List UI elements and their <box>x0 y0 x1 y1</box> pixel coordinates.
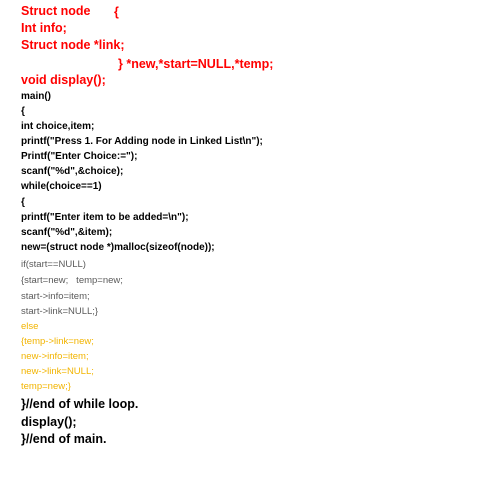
code-line-start-link: start->link=NULL;} <box>21 306 99 317</box>
code-line-temp-link: {temp->link=new; <box>21 336 94 347</box>
code-line-new-info: new->info=item; <box>21 351 89 362</box>
code-line-end-while: }//end of while loop. <box>21 397 139 411</box>
code-line-struct-link: Struct node *link; <box>21 38 125 52</box>
code-line-printf-item: printf("Enter item to be added=\n"); <box>21 212 189 223</box>
code-line-end-main: }//end of main. <box>21 432 107 446</box>
code-line-new-link: new->link=NULL; <box>21 366 94 377</box>
code-line-main-open: { <box>21 106 25 117</box>
code-line-display-call: display(); <box>21 415 77 429</box>
code-line-printf-choice: Printf("Enter Choice:="); <box>21 151 138 162</box>
code-line-malloc: new=(struct node *)malloc(sizeof(node)); <box>21 242 215 253</box>
code-line-struct-decl: Struct node <box>21 4 91 18</box>
code-line-int-choice: int choice,item; <box>21 121 95 132</box>
code-line-while: while(choice==1) <box>21 181 102 192</box>
code-line-if-start: if(start==NULL) <box>21 259 86 270</box>
code-line-scanf-choice: scanf("%d",&choice); <box>21 166 124 177</box>
code-line-struct-end: } *new,*start=NULL,*temp; <box>118 57 274 71</box>
code-line-temp-new: temp=new;} <box>21 381 71 392</box>
code-line-int-info: Int info; <box>21 21 67 35</box>
code-line-scanf-item: scanf("%d",&item); <box>21 227 113 238</box>
code-line-start-info: start->info=item; <box>21 291 90 302</box>
code-line-else: else <box>21 321 39 332</box>
code-line-main: main() <box>21 91 51 102</box>
code-line-open-brace: { <box>114 5 119 19</box>
code-line-void-display: void display(); <box>21 73 106 87</box>
code-line-printf-press: printf("Press 1. For Adding node in Linked List\n"); <box>21 136 263 147</box>
code-line-while-open: { <box>21 197 25 208</box>
code-line-start-new: {start=new; temp=new; <box>21 275 123 286</box>
